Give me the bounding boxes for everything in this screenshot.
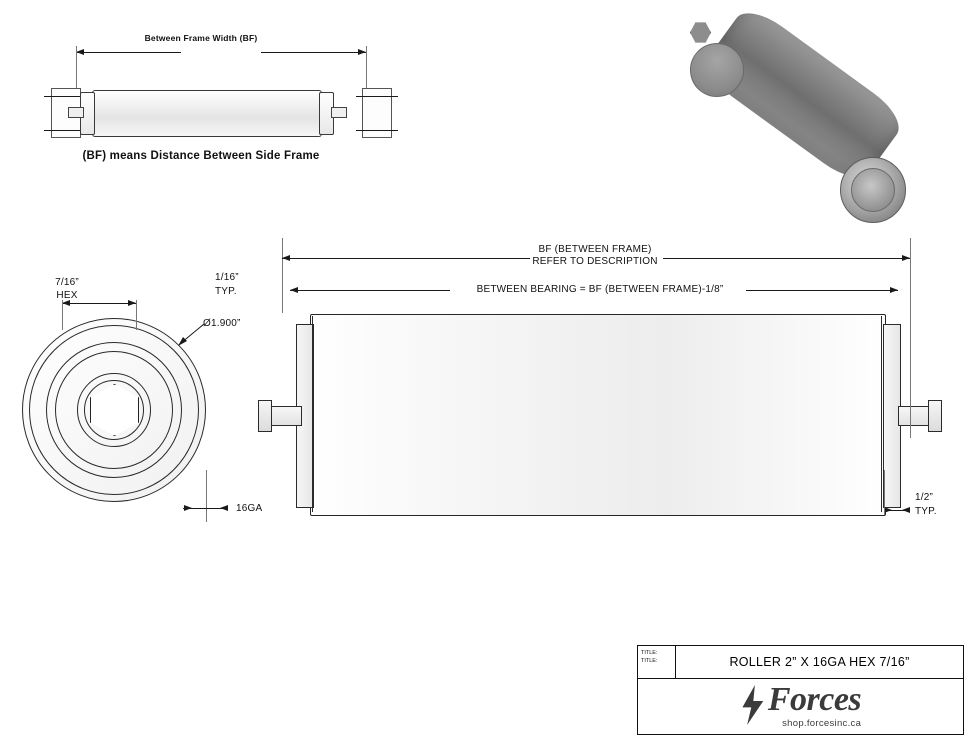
between-bearing-line-left [290,290,450,291]
roller-side-view [258,300,928,540]
typ-left-value: 1/16” [215,272,239,283]
bf-dim-arrow-left [76,49,84,55]
typ-right-ext-line [884,470,885,515]
diameter-label: Ø1.900” [203,318,241,329]
title-block-upper-row [638,646,963,679]
title-block [637,645,964,735]
between-frame-diagram [36,26,366,171]
bf-dim-line-right [261,52,366,53]
title-field-label-2: TITLE: [641,657,658,664]
side-frame-right-flange-bottom [356,130,398,131]
lightning-bolt-icon [740,685,766,725]
gauge-arrow-left [184,505,192,511]
company-logo [638,678,963,734]
title-block-field-labels [638,646,676,678]
bf-dim-line-left [76,52,181,53]
hex-size-label: 7/16” [55,277,79,288]
hex-dim-arrow-left [62,300,70,306]
gauge-label: 16GA [236,503,263,514]
hex-ext-line-left [62,300,63,330]
typ-left-word: TYP. [215,286,237,297]
roller-3d-hex-shaft [690,22,711,43]
bf-main-ext-right [910,238,911,438]
diameter-leader-line [178,320,214,346]
logo-wordmark: Forces [767,681,862,718]
between-bearing-arrow-left [290,287,298,293]
bf-main-arrow-left [282,255,290,261]
between-bearing-label: BETWEEN BEARING = BF (BETWEEN FRAME)-1/8” [476,284,724,295]
roller-3d-bearing-ring [851,168,895,212]
typ-right-arrow-left [884,507,892,513]
roller-hex-end-right [928,400,942,432]
typ-right-value: 1/2” [915,492,934,503]
hex-dim-arrow-right [128,300,136,306]
roller-3d-render [690,22,940,207]
between-frame-width-label: Between Frame Width (BF) [144,33,258,43]
roller-tube-top-view [92,90,322,137]
title-field-label-1: TITLE: [641,650,658,656]
shaft-left-top-view [68,107,84,118]
drawing-title: ROLLER 2” X 16GA HEX 7/16” [729,655,910,669]
bf-main-label-line2: REFER TO DESCRIPTION [532,256,658,267]
roller-tube-side-view [310,314,886,516]
gauge-ext-line [206,470,207,522]
roller-end-view [22,318,222,518]
bf-main-ext-left [282,238,283,313]
bf-dim-arrow-right [358,49,366,55]
gauge-arrow-right [220,505,228,511]
tube-edge-right [881,316,882,512]
hex-dim-line [62,303,136,304]
roller-hex-end-left [258,400,272,432]
bf-main-arrow-right [902,255,910,261]
between-bearing-line-right [746,290,898,291]
tube-edge-left [312,316,313,512]
hex-word-label: HEX [56,290,78,301]
logo-website: shop.forcesinc.ca [782,718,862,729]
typ-right-arrow-right [902,507,910,513]
between-frame-caption: (BF) means Distance Between Side Frame [82,150,320,162]
hex-ext-line-right [136,300,137,330]
shaft-right-top-view [331,107,347,118]
between-bearing-arrow-right [890,287,898,293]
bf-main-label-line1: BF (BETWEEN FRAME) [538,244,652,255]
side-frame-right-flange-top [356,96,398,97]
typ-right-word: TYP. [915,506,937,517]
